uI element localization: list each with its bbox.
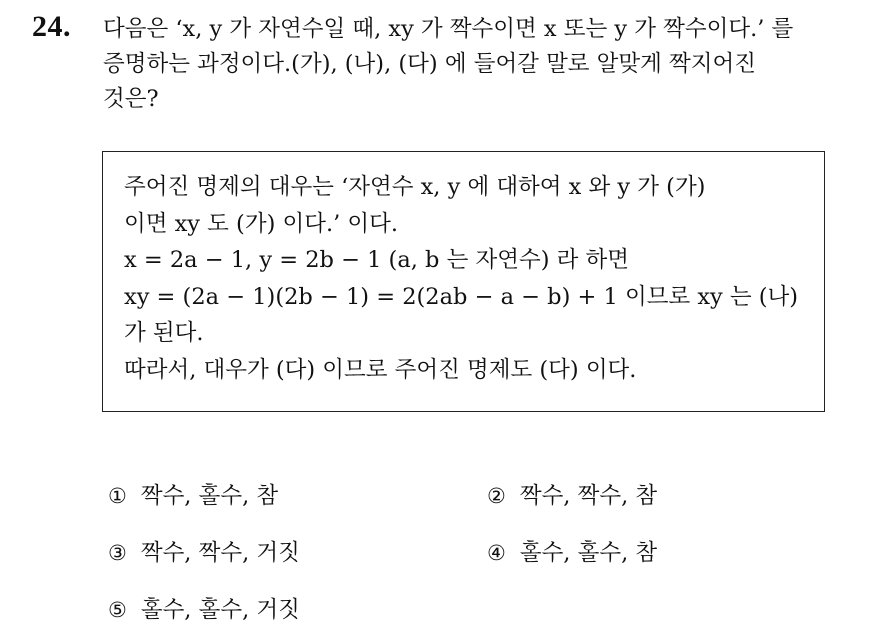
choice-marker: ③: [108, 541, 127, 565]
question-stem: [103, 12, 873, 117]
choice-marker: ④: [487, 541, 506, 565]
proof-line: x = 2a − 1, y = 2b − 1 (a, b 는 자연수) 라 하면: [124, 247, 629, 273]
proof-line: xy = (2a − 1)(2b − 1) = 2(2ab − a − b) + 1 이므로 xy 는 (나): [124, 283, 799, 310]
choice-text: 홀수, 홀수, 참: [519, 540, 658, 566]
choice-3[interactable]: [108, 535, 300, 567]
choice-marker: ①: [108, 484, 127, 508]
proof-box: [102, 151, 825, 412]
choice-marker: ②: [487, 484, 506, 508]
proof-line: 가 된다.: [124, 320, 204, 346]
choice-5[interactable]: [108, 592, 300, 624]
choice-text: 홀수, 홀수, 거짓: [140, 597, 300, 623]
stem-line: 것은?: [103, 86, 159, 112]
proof-line: 따라서, 대우가 (다) 이므로 주어진 명제도 (다) 이다.: [124, 356, 637, 383]
question-number: 24.: [32, 10, 71, 43]
choice-text: 짝수, 짝수, 참: [519, 483, 658, 509]
stem-line: 다음은 ‘x, y 가 자연수일 때, xy 가 짝수이면 x 또는 y 가 짝수이다.’ 를: [103, 16, 794, 42]
choice-text: 짝수, 짝수, 거짓: [140, 540, 300, 566]
stem-line: 증명하는 과정이다.(가), (나), (다) 에 들어갈 말로 알맞게 짝지어진: [103, 51, 756, 77]
choice-4[interactable]: [487, 535, 657, 567]
proof-text: [124, 169, 798, 388]
choice-1[interactable]: [108, 478, 278, 510]
proof-line: 주어진 명제의 대우는 ‘자연수 x, y 에 대하여 x 와 y 가 (가): [124, 174, 706, 200]
proof-line: 이면 xy 도 (가) 이다.’ 이다.: [124, 210, 399, 237]
choice-marker: ⑤: [108, 598, 127, 622]
choice-2[interactable]: [487, 478, 657, 510]
choice-text: 짝수, 홀수, 참: [140, 483, 279, 509]
